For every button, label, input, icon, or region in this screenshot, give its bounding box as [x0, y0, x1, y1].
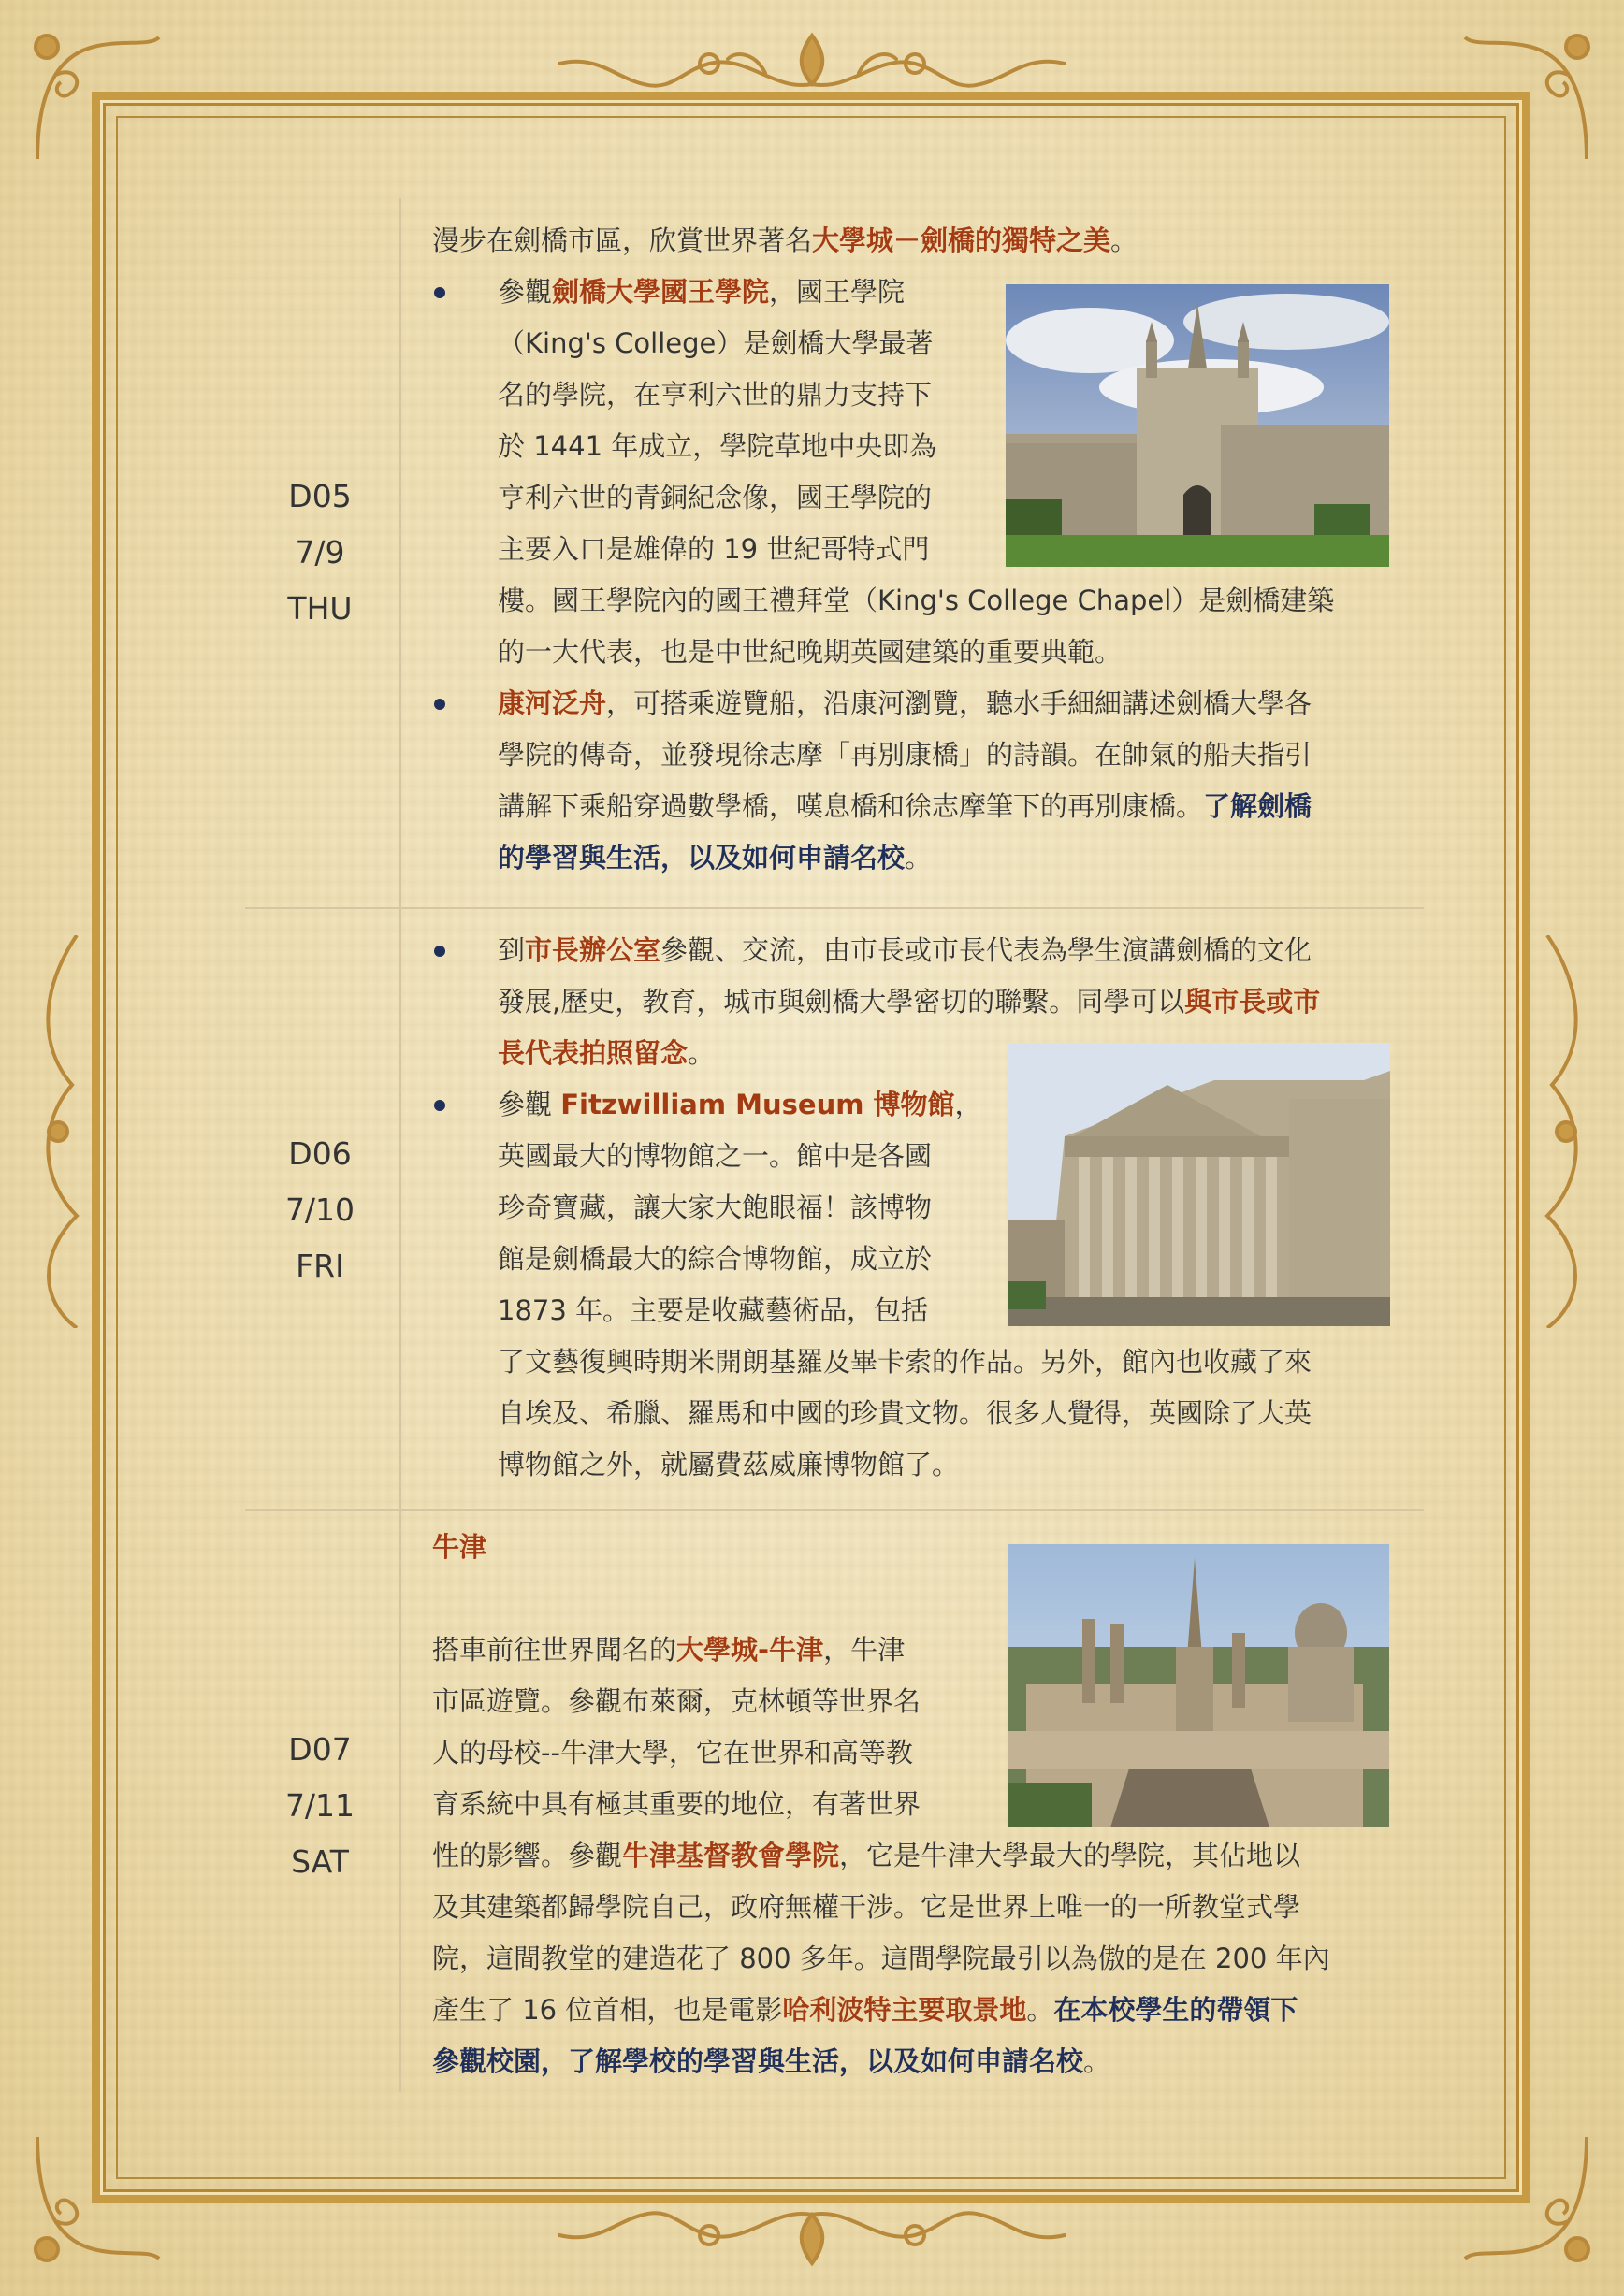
corner-flourish-top-right [1446, 19, 1605, 178]
highlight-text: 與市長或市 [1184, 986, 1321, 1018]
bold-highlight-text: 了解劍橋 [1203, 790, 1312, 822]
bullet-dot [434, 287, 445, 298]
day-weekday: SAT [291, 1843, 349, 1880]
bullet-dot [434, 699, 445, 710]
corner-flourish-bottom-right [1446, 2118, 1605, 2277]
day-date: 7/9 [295, 534, 345, 570]
highlight-text: Fitzwilliam Museum 博物館 [560, 1089, 955, 1120]
day-date: 7/11 [284, 1787, 355, 1824]
day-code: D06 [288, 1135, 352, 1172]
row-divider-d05-d06 [245, 907, 1424, 909]
fitzwilliam-museum-photo [1008, 1043, 1390, 1326]
day-label-d07 [245, 1722, 395, 1890]
bullet-dot [434, 1100, 445, 1111]
day-code: D07 [288, 1731, 352, 1768]
bottom-flourish-ornament [531, 2198, 1093, 2273]
oxford-skyline-photo [1008, 1544, 1389, 1827]
side-flourish-left [21, 935, 95, 1328]
d06-bullet-mayor-office: 到市長辦公室參觀、交流，由市長或市長代表為學生演講劍橋的文化 發展,歷史，教育，城市與劍橋大學密切的聯繫。同學可以與市長或市 長代表拍照留念。 [498, 934, 1321, 1069]
day-weekday: FRI [296, 1248, 344, 1284]
highlight-text: 牛津基督教會學院 [622, 1840, 840, 1871]
day-label-d06 [245, 1126, 395, 1294]
highlight-text: 康河泛舟 [498, 687, 607, 719]
d05-bullet-kings-college: 參觀劍橋大學國王學院，國王學院 （King's College）是劍橋大學最著 名的學院，在亨利六世的鼎力支持下 於 1441 年成立，學院草地中央即為 亨利六世的青銅紀念像，國王學院的 主要入口是雄偉的 19 世紀哥特式門 樓。國王學院內的國王禮拜堂（King's College Chapel）是劍橋建築 的一大代表，也是中世紀晚期英國建築的重要典範。 [498, 276, 1335, 668]
corner-flourish-top-left [19, 19, 178, 178]
highlight-text: 市長辦公室 [525, 934, 661, 966]
d05-intro: 漫步在劍橋市區，欣賞世界著名大學城－劍橋的獨特之美。 [432, 224, 1138, 256]
highlight-text: 哈利波特主要取景地 [782, 1994, 1027, 2026]
day-code: D05 [288, 478, 352, 514]
row-divider-d06-d07 [245, 1509, 1424, 1511]
section-heading-oxford: 牛津 [432, 1531, 487, 1563]
d07-oxford-paragraph: 搭車前往世界聞名的大學城-牛津，牛津 市區遊覽。參觀布萊爾，克林頓等世界名 人的母校--牛津大學，它在世界和高等教 育系統中具有極其重要的地位，有著世界 性的影響。參觀牛津基督教會學院，它是牛津大學最大的學院，其佔地以 及其建築都歸學院自己，政府無權干涉。它是世界上唯一的一所教堂式學 院，這間教堂的建造花了 800 多年。這間學院最引以為傲的是在 200 年內 產生了 16 位首相，也是電影哈利波特主要取景地。在本校學生的帶領下 參觀校園，了解學校的學習與生活，以及如何申請名校。 [432, 1634, 1330, 2077]
d05-bullet-cam-river: 康河泛舟，可搭乘遊覽船，沿康河瀏覽，聽水手細細講述劍橋大學各 學院的傳奇，並發現徐志摩「再別康橋」的詩韻。在帥氣的船夫指引 講解下乘船穿過數學橋，嘆息橋和徐志摩筆下的再別康橋。了解劍橋 的學習與生活，以及如何申請名校。 [498, 687, 1312, 874]
highlight-text: 劍橋大學國王學院 [552, 276, 770, 308]
corner-flourish-bottom-left [19, 2118, 178, 2277]
side-flourish-right [1529, 935, 1603, 1328]
bold-highlight-text: 參觀校園，了解學校的學習與生活，以及如何申請名校 [432, 2045, 1084, 2077]
highlight-text: 大學城-牛津 [676, 1634, 824, 1666]
d06-bullet-fitzwilliam: 參觀 Fitzwilliam Museum 博物館， 英國最大的博物館之一。館中是各國 珍奇寶藏，讓大家大飽眼福！該博物 館是劍橋最大的綜合博物館，成立於 1873 年。主要是收藏藝術品，包括 了文藝復興時期米開朗基羅及畢卡索的作品。另外，館內也收藏了來 自埃及、希臘、羅馬和中國的珍貴文物。很多人覺得，英國除了大英 博物館之外，就屬費茲威廉博物館了。 [498, 1089, 1312, 1480]
day-column-divider [399, 198, 401, 2092]
kings-college-photo [1006, 284, 1389, 567]
highlight-text: 大學城－劍橋的獨特之美 [812, 224, 1111, 256]
highlight-text: 長代表拍照留念 [498, 1037, 689, 1069]
d07-heading [432, 1522, 486, 1573]
day-weekday: THU [287, 590, 353, 627]
bold-highlight-text: 在本校學生的帶領下 [1053, 1994, 1298, 2026]
top-flourish-ornament [531, 26, 1093, 101]
day-label-d05 [245, 469, 395, 637]
day-date: 7/10 [284, 1191, 355, 1228]
bold-highlight-text: 的學習與生活，以及如何申請名校 [498, 842, 906, 874]
bullet-dot [434, 946, 445, 957]
